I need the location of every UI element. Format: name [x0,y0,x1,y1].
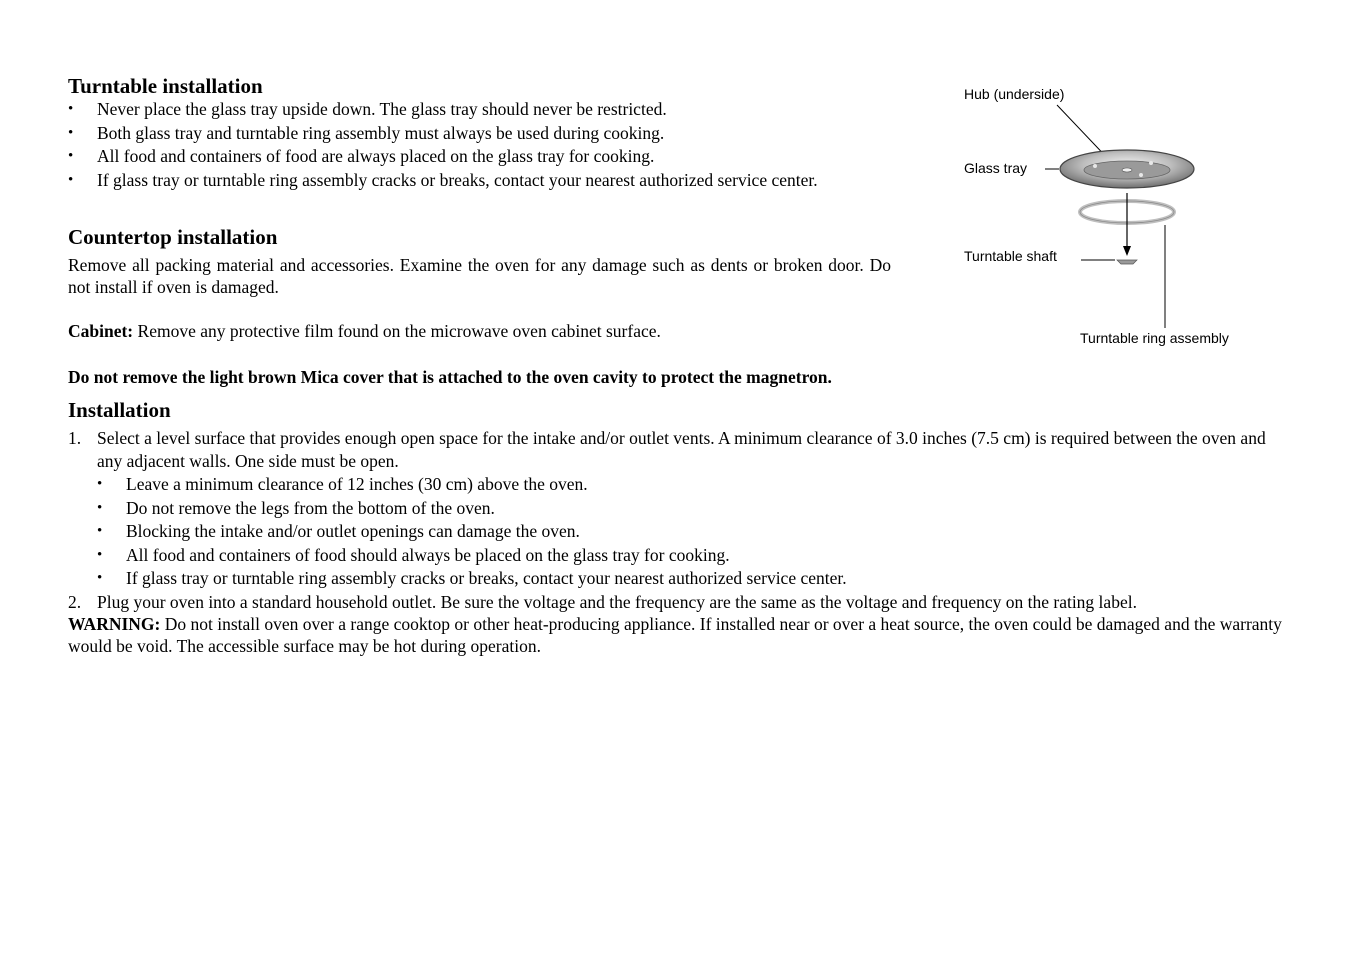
countertop-installation-section [68,225,891,342]
list-item: • If glass tray or turntable ring assembly cracks or breaks, contact your nearest authorized service center. [68,567,1288,591]
cabinet-label: Cabinet: [68,321,134,341]
cabinet-paragraph [68,320,891,342]
glass-tray-label: Glass tray [964,160,1028,176]
bullet-icon: • [68,101,74,117]
countertop-paragraph: Remove all packing material and accessories. Examine the oven for any damage such as dents or broken door. Do not install if oven is damaged. [68,255,891,297]
turntable-ring-label: Turntable ring assembly [1080,330,1229,346]
list-item: • All food and containers of food are always placed on the glass tray for cooking. [68,145,928,169]
turntable-installation-heading: Turntable installation [68,74,263,98]
list-item: • If glass tray or turntable ring assembly cracks or breaks, contact your nearest authorized service center. [68,169,928,193]
turntable-shaft-label: Turntable shaft [964,248,1057,264]
bullet-icon: • [68,148,74,164]
bullet-icon: • [68,124,74,141]
turntable-diagram-illustration [955,80,1255,355]
installation-section [68,398,1288,657]
bullet-icon: • [97,546,103,563]
list-item: • Blocking the intake and/or outlet openings can damage the oven. [68,520,1288,544]
warning-text: Do not install oven over a range cooktop or other heat-producing appliance. If installed near or over a heat source, the oven could be damaged and the warranty would be void. The accessible surface may be hot during operation. [68,614,1282,656]
tray-dot [1139,173,1143,177]
turntable-shaft-shape [1117,260,1137,264]
step-1-bullet-list [68,473,1288,591]
arrow-down-icon [1123,246,1131,256]
list-item: • Never place the glass tray upside down. The glass tray should never be restricted. [68,98,928,122]
turntable-bullet-list [68,98,928,192]
cabinet-text: Remove any protective film found on the microwave oven cabinet surface. [133,321,661,341]
hub-shape [1122,168,1132,172]
bullet-icon: • [97,523,103,539]
bullet-icon: • [97,499,103,516]
turntable-installation-section [68,74,928,192]
turntable-diagram [955,80,1255,355]
step-number: 1. [68,428,82,448]
bullet-icon: • [97,570,103,586]
step-text: Plug your oven into a standard household outlet. Be sure the voltage and the frequency are the same as the voltage and frequency on the rating label. [97,591,1137,612]
list-item: • Leave a minimum clearance of 12 inches (30 cm) above the oven. [68,473,1288,497]
warning-paragraph [68,613,1288,657]
list-item: • Do not remove the legs from the bottom of the oven. [68,497,1288,521]
countertop-installation-heading: Countertop installation [68,225,278,249]
hub-label: Hub (underside) [964,86,1065,102]
list-item: • Both glass tray and turntable ring assembly must always be used during cooking. [68,122,928,146]
warning-label: WARNING: [68,614,161,634]
tray-dot [1149,161,1153,165]
installation-step-1 [68,427,1288,472]
bullet-icon: • [97,476,103,492]
list-item: • All food and containers of food should always be placed on the glass tray for cooking. [68,544,1288,568]
tray-dot [1093,164,1097,168]
mica-cover-warning: Do not remove the light brown Mica cover that is attached to the oven cavity to protect the magnetron. [68,367,832,387]
bullet-icon: • [68,171,74,188]
installation-heading: Installation [68,398,171,422]
step-text: Select a level surface that provides enough open space for the intake and/or outlet vents. A minimum clearance of 3.0 inches (7.5 cm) is required between the oven and any adjacent walls. One side must be open. [97,428,1266,471]
step-number: 2. [68,591,82,612]
installation-step-2 [68,591,1288,614]
